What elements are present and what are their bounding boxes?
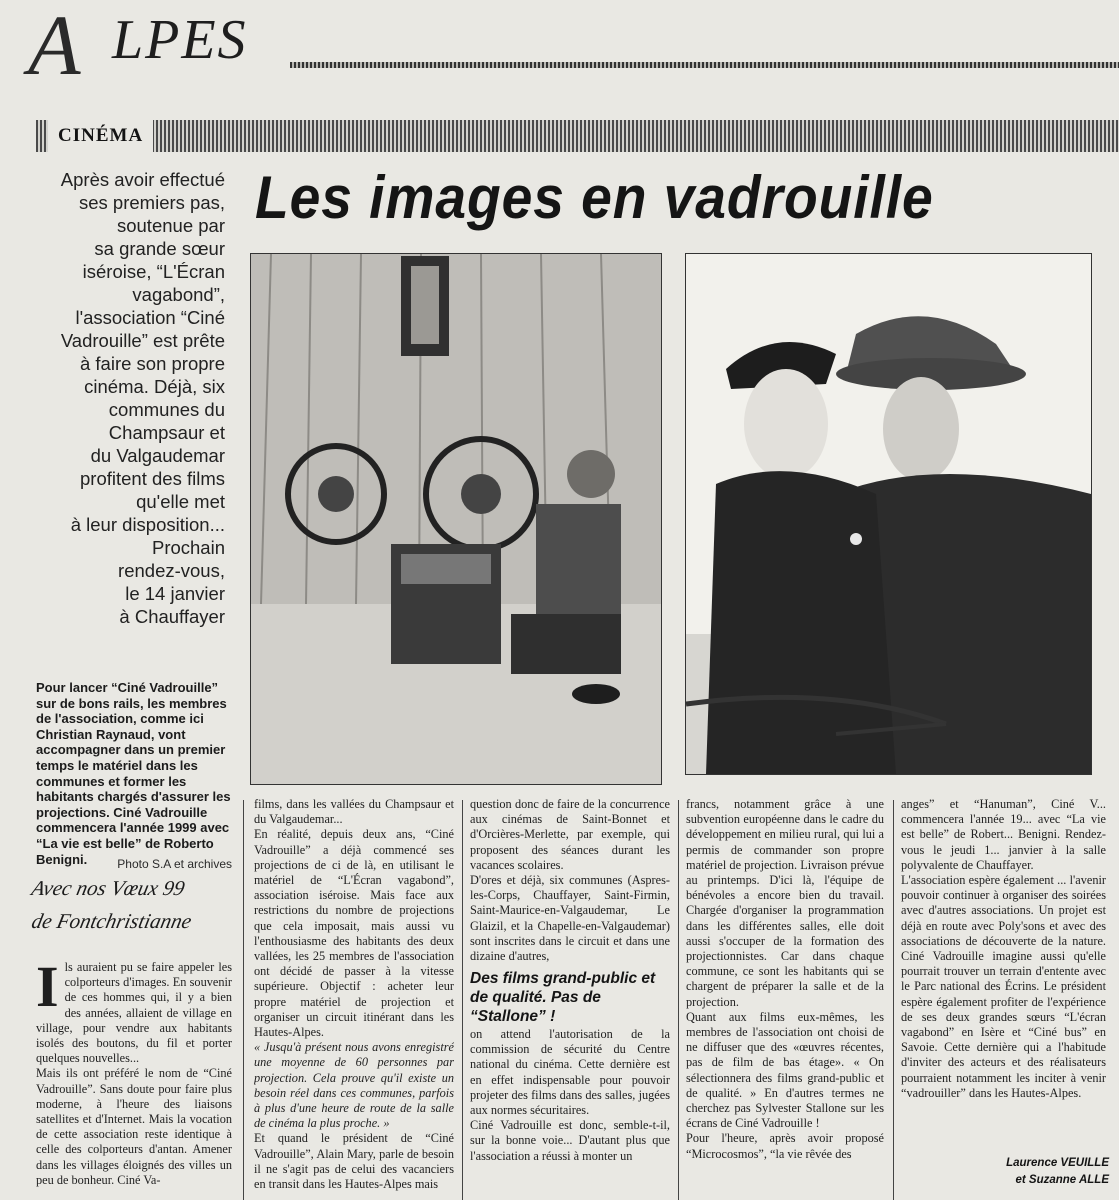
chapo-line: cinéma. Déjà, six: [84, 376, 225, 397]
photo-projector: [250, 253, 662, 785]
paragraph-text: D'ores et déjà, six communes (Aspres-les-Corps, Chauffayer, Saint-Firmin, Saint-Maurice-en-Valgaudemar, Le Glaizil, et la Chapelle-en-Valgaudemar) sont inscrites dans le circuit et dans une dizaine d'autres,: [470, 873, 670, 963]
chapo-line: à Chauffayer: [119, 606, 225, 627]
paragraph-text: films, dans les vallées du Champsaur et du Valgaudemar...: [254, 797, 454, 827]
column-5: [901, 797, 1106, 1152]
chapo-line: à faire son propre: [79, 353, 225, 374]
handwritten-note-line1: Avec nos Vœux 99: [29, 876, 187, 900]
chapo: [30, 168, 225, 628]
paragraph: [470, 873, 670, 963]
column-divider: [462, 800, 463, 1200]
author-1: Laurence VEUILLE: [1006, 1157, 1109, 1169]
photo-credit: Photo S.A et archives: [117, 857, 232, 871]
chapo-line: ses premiers pas,: [79, 192, 225, 213]
chapo-line: l'association “Ciné: [75, 307, 225, 328]
rubric-bar: [36, 120, 1119, 152]
paragraph: [686, 797, 884, 1010]
headline: Les images en vadrouille: [255, 164, 934, 231]
chapo-line: iséroise, “L'Écran: [82, 261, 225, 282]
chapo-line: à leur disposition...: [70, 514, 225, 535]
chapo-line: le 14 janvier: [125, 583, 225, 604]
paragraph-text: ls auraient pu se faire appeler les colporteurs d'images. En souvenir de ces hommes qui, il y a bien des années, allaient de village en village, pour vendre aux habitants isolés des boutons, du fil et porter quelques nouvelles...: [36, 960, 232, 1066]
chapo-line: soutenue par: [116, 215, 225, 236]
chapo-line: Prochain: [151, 537, 225, 558]
handwritten-note-line2: de Fontchristianne: [29, 909, 194, 933]
chapo-line: vagabond”,: [132, 284, 225, 305]
intertitle: Des films grand-public et de qualité. Pas de “Stallone” !: [470, 970, 656, 1025]
column-1: [36, 960, 232, 1200]
author-2: et Suzanne ALLE: [1015, 1174, 1109, 1186]
paragraph: [901, 873, 1106, 1101]
section-initial: A: [28, 0, 81, 93]
chapo-line: communes du: [108, 399, 225, 420]
column-4: [686, 797, 884, 1200]
paragraph-text: « Jusqu'à présent nous avons enregistré une moyenne de 60 personnes par projection. Cela prouve qu'il existe un besoin réel dans ces communes, parfois à plus d'une heure de route de la salle de cinéma la plus proche. »: [254, 1040, 454, 1131]
chapo-line: du Valgaudemar: [90, 445, 225, 466]
section-title: LPES: [112, 9, 248, 71]
paragraph: [254, 1131, 454, 1192]
projector-photo-illustration: [251, 254, 661, 784]
column-3-top: [470, 797, 670, 963]
paragraph-text: L'association espère également ... l'avenir pouvoir continuer à organiser des soirées avec d'autres associations. Un projet est déjà en route avec Poly'sons et avec des associations de découverte de la nature. Ciné Vadrouille imagine aussi qu'elle pourrait trouver un terrain d'entente avec le Parc national des Écrins. Le président espère également profiter de l'expérience de ses deux grandes sœurs “L'écran vagabond” en Isère et “Ciné bus” en Savoie. Cette dernière qui a l'habitude d'inviter des acteurs et des réalisateurs pourraient notamment les inciter à venir “vadrouiller” dans les Hautes-Alpes.: [901, 873, 1106, 1100]
paragraph: [470, 1027, 670, 1118]
paragraph: [254, 1040, 454, 1131]
column-divider: [243, 800, 244, 1200]
rubric-label: CINÉMA: [48, 120, 153, 152]
paragraph: [254, 827, 454, 1040]
column-3-bottom: [470, 1027, 670, 1200]
paragraph: [470, 1118, 670, 1164]
paragraph-text: anges” et “Hanuman”, Ciné V... commencera l'année 19... avec “La vie est belle” de Robert... Benigni. Rendez-vous le jeudi 1... janvier à la salle polyvalente de Chauffayer.: [901, 797, 1106, 872]
chapo-line: Vadrouille” est prête: [60, 330, 225, 351]
drop-cap: I: [36, 960, 59, 1019]
paragraph: [36, 1066, 232, 1188]
paragraph-text: Mais ils ont préféré le nom de “Ciné Vadrouille”. Sans doute pour faire plus moderne, à l'heure des liaisons satellites et d'Internet. Mais la vocation de cette association reste identique à celle des colporteurs d'antan. Amener dans les villages éloignés des villes un peu de bonheur. Ciné Va-: [36, 1066, 232, 1187]
chapo-line: rendez-vous,: [118, 560, 225, 581]
paragraph-text: Ciné Vadrouille est donc, semble-t-il, sur la bonne voie... D'autant plus que l'association a réussi à monter un: [470, 1118, 670, 1163]
paragraph: [686, 1010, 884, 1132]
paragraph: [470, 797, 670, 873]
paragraph-text: on attend l'autorisation de la commission de sécurité du Centre national du cinéma. Cette dernière est en effet indispensable pour pouvoir projeter des films dans des salles, jugées aux normes sécuritaires.: [470, 1027, 670, 1118]
chapo-line: profitent des films: [80, 468, 225, 489]
header-rule: [290, 62, 1119, 68]
paragraph: [901, 797, 1106, 873]
paragraph-text: francs, notamment grâce à une subvention européenne dans le cadre du développement en milieu rural, qui lui a permis de commander son propre matériel de projection. Livraison prévue au printemps. D'ici là, l'équipe de bénévoles a encore bien du travail. Chargée d'organiser la programmation dans les différentes salles, elle doit aussi s'occuper de la formation des projectionnistes. Car dans chaque commune, ce sont les habitants qui se chargent de préparer la salle et de la projection.: [686, 797, 884, 1009]
column-divider: [893, 800, 894, 1200]
paragraph-text: En réalité, depuis deux ans, “Ciné Vadrouille” a déjà commencé ses projections de ci de là, en utilisant le matériel de “L'Écran vagabond”, association iséroise. Mais face aux restrictions du nombre de projections que cela imposait, mais aussi vu l'enthousiasme des habitants des deux vallées, les 25 membres de l'association ont décidé de passer à la vitesse supérieure. Objectif : acheter leur propre matériel de projection et organiser un circuit itinérant dans les Hautes-Alpes.: [254, 827, 454, 1040]
paragraph: [686, 1131, 884, 1161]
photo-film-still: [685, 253, 1092, 775]
paragraph-text: Et quand le président de “Ciné Vadrouille”, Alain Mary, parle de besoin il ne s'agit pas de celui des vacanciers en transit dans les Hautes-Alpes mais: [254, 1131, 454, 1192]
paragraph: [36, 960, 232, 1066]
paragraph-text: Quant aux films eux-mêmes, les membres de l'association ont choisi de ne diffuser que des «œuvres récentes, pas de film de bas étage». « On sélectionnera des films grand-public et de qualité. » En d'autres termes ne cherchez pas Sylvester Stallone sur les écrans de Ciné Vadrouille !: [686, 1009, 884, 1131]
paragraph: [254, 797, 454, 827]
chapo-line: qu'elle met: [136, 491, 225, 512]
film-still-illustration: [686, 254, 1091, 774]
photo-caption: Pour lancer “Ciné Vadrouille” sur de bons rails, les membres de l'association, comme ici Christian Raynaud, vont accompagner dans un premier temps le matériel dans les communes et former les habitants chargés d'assurer les projections. Ciné Vadrouille commencera l'année 1999 avec “La vie est belle” de Roberto Benigni.: [36, 680, 231, 867]
chapo-line: sa grande sœur: [94, 238, 225, 259]
column-2: [254, 797, 454, 1200]
chapo-line: Après avoir effectué: [60, 169, 225, 190]
column-divider: [678, 800, 679, 1200]
paragraph-text: question donc de faire de la concurrence aux cinémas de Saint-Bonnet et d'Orcières-Merlette, par exemple, qui proposent des séances durant les vacances scolaires.: [470, 797, 670, 872]
chapo-line: Champsaur et: [108, 422, 225, 443]
paragraph-text: Pour l'heure, après avoir proposé “Microcosmos”, “la vie rêvée des: [686, 1131, 884, 1161]
